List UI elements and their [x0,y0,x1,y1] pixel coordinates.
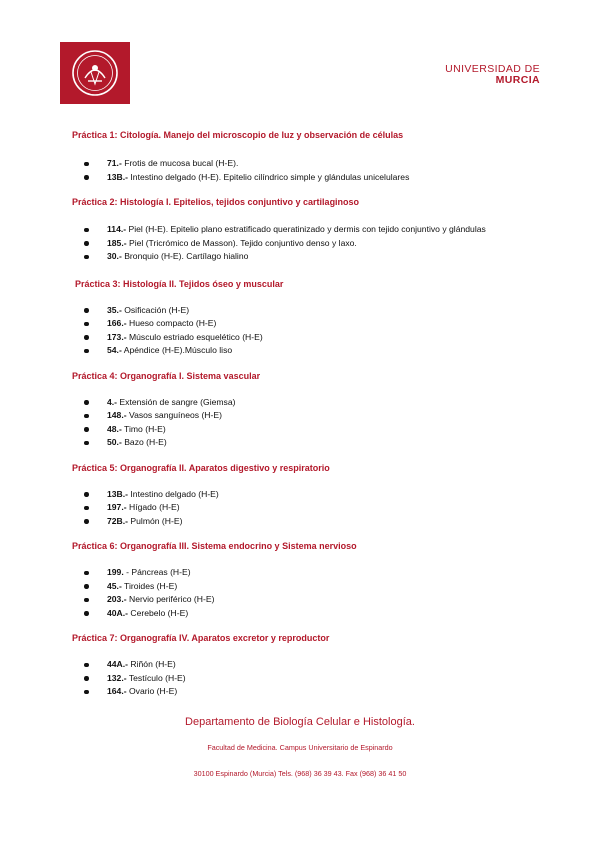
list-item [72,250,542,264]
list-item [72,566,542,580]
section-title-7: Práctica 7: Organografía IV. Aparatos excretor y reproductor [72,633,330,643]
list-item [72,436,542,450]
list-item [72,501,542,515]
bullet-icon [84,335,89,340]
bullet-icon [84,427,89,432]
footer-faculty: Facultad de Medicina. Campus Universitario de Espinardo [207,743,393,752]
slide-description: Hígado (H-E) [126,502,180,512]
bullet-icon [84,676,89,681]
list-item [72,237,542,251]
list-item [72,317,542,331]
slide-description: Cerebelo (H-E) [128,607,189,618]
slide-number: 13B.- [107,171,129,182]
slide-description: Osificación (H-E) [121,304,190,315]
bullet-icon [84,162,89,167]
bullet-icon [84,663,89,668]
slide-description: Nervio periférico (H-E) [126,594,215,604]
university-name-line2: MURCIA [495,74,540,86]
slide-number: 35.- [107,304,122,315]
footer-department: Departamento de Biología Celular e Histología. [185,716,415,728]
bullet-icon [84,255,89,260]
slide-description: Piel (H-E). Epitelio plano estratificado queratinizado y dermis con tejido conjuntivo y glándulas [126,224,486,234]
list-item [72,331,542,345]
slide-number: 71.- [107,158,122,168]
slide-description: Frotis de mucosa bucal (H-E). [121,158,239,168]
slide-description: Piel (Tricrómico de Masson). Tejido conjuntivo denso y laxo. [126,237,357,248]
slide-number: 164.- [107,686,127,696]
bullet-icon [84,611,89,616]
bullet-icon [84,690,89,695]
section-items-5 [72,488,542,529]
bullet-icon [84,400,89,405]
slide-number: 132.- [107,672,127,683]
bullet-icon [84,414,89,419]
list-item [72,157,542,171]
list-item [72,515,542,529]
slide-description: Riñón (H-E) [128,659,176,669]
list-item [72,488,542,502]
slide-number: 50.- [107,437,122,447]
slide-number: 54.- [107,345,122,355]
slide-description: Timo (H-E) [121,423,166,434]
section-items-6 [72,566,542,620]
university-wordmark [445,64,540,86]
bullet-icon [84,228,89,233]
list-item [72,658,542,672]
list-item [72,672,542,686]
slide-description: Tiroides (H-E) [121,580,178,591]
list-item [72,423,542,437]
section-items-4 [72,396,542,450]
bullet-icon [84,175,89,180]
slide-description: Vasos sanguíneos (H-E) [126,410,222,420]
slide-description: Pulmón (H-E) [128,515,183,526]
slide-number: 173.- [107,331,127,342]
list-item [72,223,542,237]
list-item [72,344,542,358]
list-item [72,171,542,185]
slide-description: Músculo estriado esquelético (H-E) [126,331,263,342]
slide-number: 13B.- [107,488,129,499]
section-title-2: Práctica 2: Histología I. Epitelios, tejidos conjuntivo y cartilaginoso [72,197,360,207]
bullet-icon [84,322,89,327]
list-item [72,607,542,621]
slide-description: Intestino delgado (H-E). Epitelio cilíndrico simple y glándulas unicelulares [128,171,410,182]
footer-contact: 30100 Espinardo (Murcia) Tels. (968) 36 39 43. Fax (968) 36 41 50 [193,769,407,778]
university-name-line1: UNIVERSIDAD DE [445,63,540,75]
section-title-5: Práctica 5: Organografía II. Aparatos digestivo y respiratorio [72,462,330,473]
slide-number: 45.- [107,580,122,591]
bullet-icon [84,519,89,524]
bullet-icon [84,492,89,497]
slide-description: Ovario (H-E) [126,686,178,696]
slide-description: - Páncreas (H-E) [123,567,191,577]
slide-number: 166.- [107,318,127,328]
section-title-6: Práctica 6: Organografía III. Sistema endocrino y Sistema nervioso [72,541,357,551]
section-title-1: Práctica 1: Citología. Manejo del microscopio de luz y observación de células [72,130,404,140]
slide-number: 44A.- [107,659,129,669]
slide-number: 114.- [107,224,127,234]
list-item [72,685,542,699]
bullet-icon [84,441,89,446]
seal-icon [70,48,120,98]
slide-number: 185.- [107,237,127,248]
bullet-icon [84,308,89,313]
slide-description: Intestino delgado (H-E) [128,488,219,499]
bullet-icon [84,571,89,576]
bullet-icon [84,584,89,589]
list-item [72,396,542,410]
section-items-1 [72,157,542,184]
slide-description: Testículo (H-E) [126,672,186,683]
list-item [72,580,542,594]
bullet-icon [84,598,89,603]
bullet-icon [84,506,89,511]
slide-description: Bronquio (H-E). Cartílago hialino [121,251,249,261]
slide-number: 197.- [107,502,127,512]
bullet-icon [84,241,89,246]
section-items-2 [72,223,542,264]
slide-number: 203.- [107,594,127,604]
slide-description: Extensión de sangre (Giemsa) [117,396,236,407]
list-item [72,593,542,607]
list-item [72,304,542,318]
slide-number: 4.- [107,396,118,407]
slide-number: 30.- [107,251,122,261]
slide-number: 72B.- [107,515,129,526]
slide-number: 199. [107,567,124,577]
slide-description: Apéndice (H-E).Músculo liso [121,345,233,355]
slide-description: Hueso compacto (H-E) [126,318,217,328]
list-item [72,409,542,423]
section-items-7 [72,658,542,699]
slide-number: 148.- [107,410,127,420]
bullet-icon [84,349,89,354]
section-title-4: Práctica 4: Organografía I. Sistema vascular [72,370,261,381]
section-title-3: Práctica 3: Histología II. Tejidos óseo y muscular [75,278,284,289]
practice-list [72,129,542,699]
university-seal-logo [60,42,130,104]
section-items-3 [72,304,542,358]
slide-number: 40A.- [107,607,129,618]
slide-description: Bazo (H-E) [121,437,167,447]
slide-number: 48.- [107,423,122,434]
